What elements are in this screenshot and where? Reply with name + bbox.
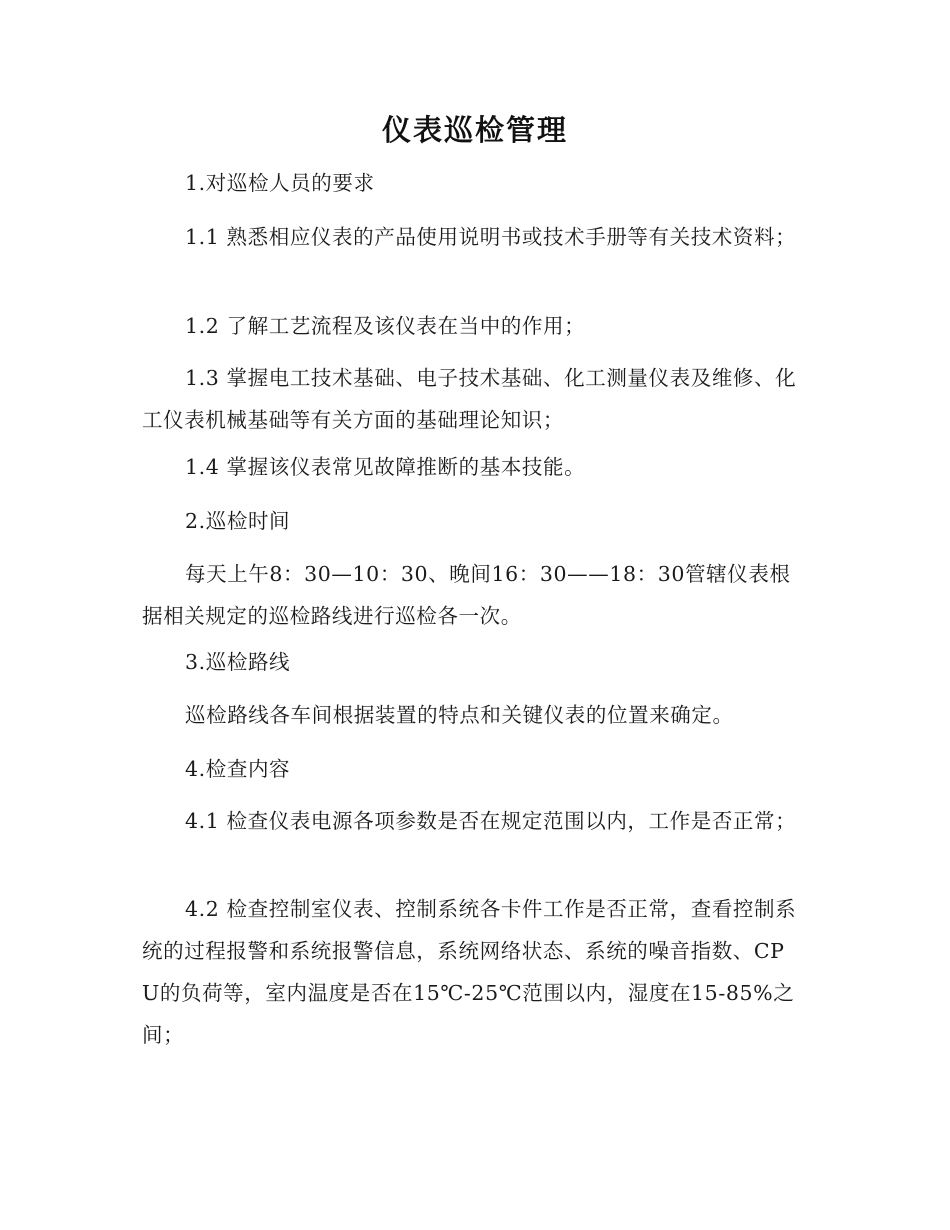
paragraph-4-1: 4.1 检查仪表电源各项参数是否在规定范围以内，工作是否正常； xyxy=(185,809,797,833)
paragraph-2-1: 每天上午8：30—10：30、晚间16：30——18：30管辖仪表根据相关规定的巡检路线进行巡检各一次。 xyxy=(142,562,791,628)
section-heading-3: 3.巡检路线 xyxy=(185,650,291,674)
paragraph-1-2: 1.2 了解工艺流程及该仪表在当中的作用； xyxy=(185,314,586,338)
paragraph-4-2: 4.2 检查控制室仪表、控制系统各卡件工作是否正常，查看控制系统的过程报警和系统报警信息，系统网络状态、系统的噪音指数、CPU的负荷等，室内温度是否在15℃-25℃范围以内，湿度在15-85%之间； xyxy=(142,897,797,1047)
paragraph-1-3: 1.3 掌握电工技术基础、电子技术基础、化工测量仪表及维修、化工仪表机械基础等有关方面的基础理论知识； xyxy=(142,366,797,432)
paragraph-1-4: 1.4 掌握该仪表常见故障推断的基本技能。 xyxy=(185,455,586,479)
section-heading-4: 4.检查内容 xyxy=(185,757,291,781)
section-heading-1: 1.对巡检人员的要求 xyxy=(185,171,375,195)
paragraph-3-1: 巡检路线各车间根据装置的特点和关键仪表的位置来确定。 xyxy=(185,703,734,727)
section-heading-2: 2.巡检时间 xyxy=(185,509,291,533)
document-title: 仪表巡检管理 xyxy=(381,113,568,147)
paragraph-1-1: 1.1 熟悉相应仪表的产品使用说明书或技术手册等有关技术资料； xyxy=(185,225,797,249)
